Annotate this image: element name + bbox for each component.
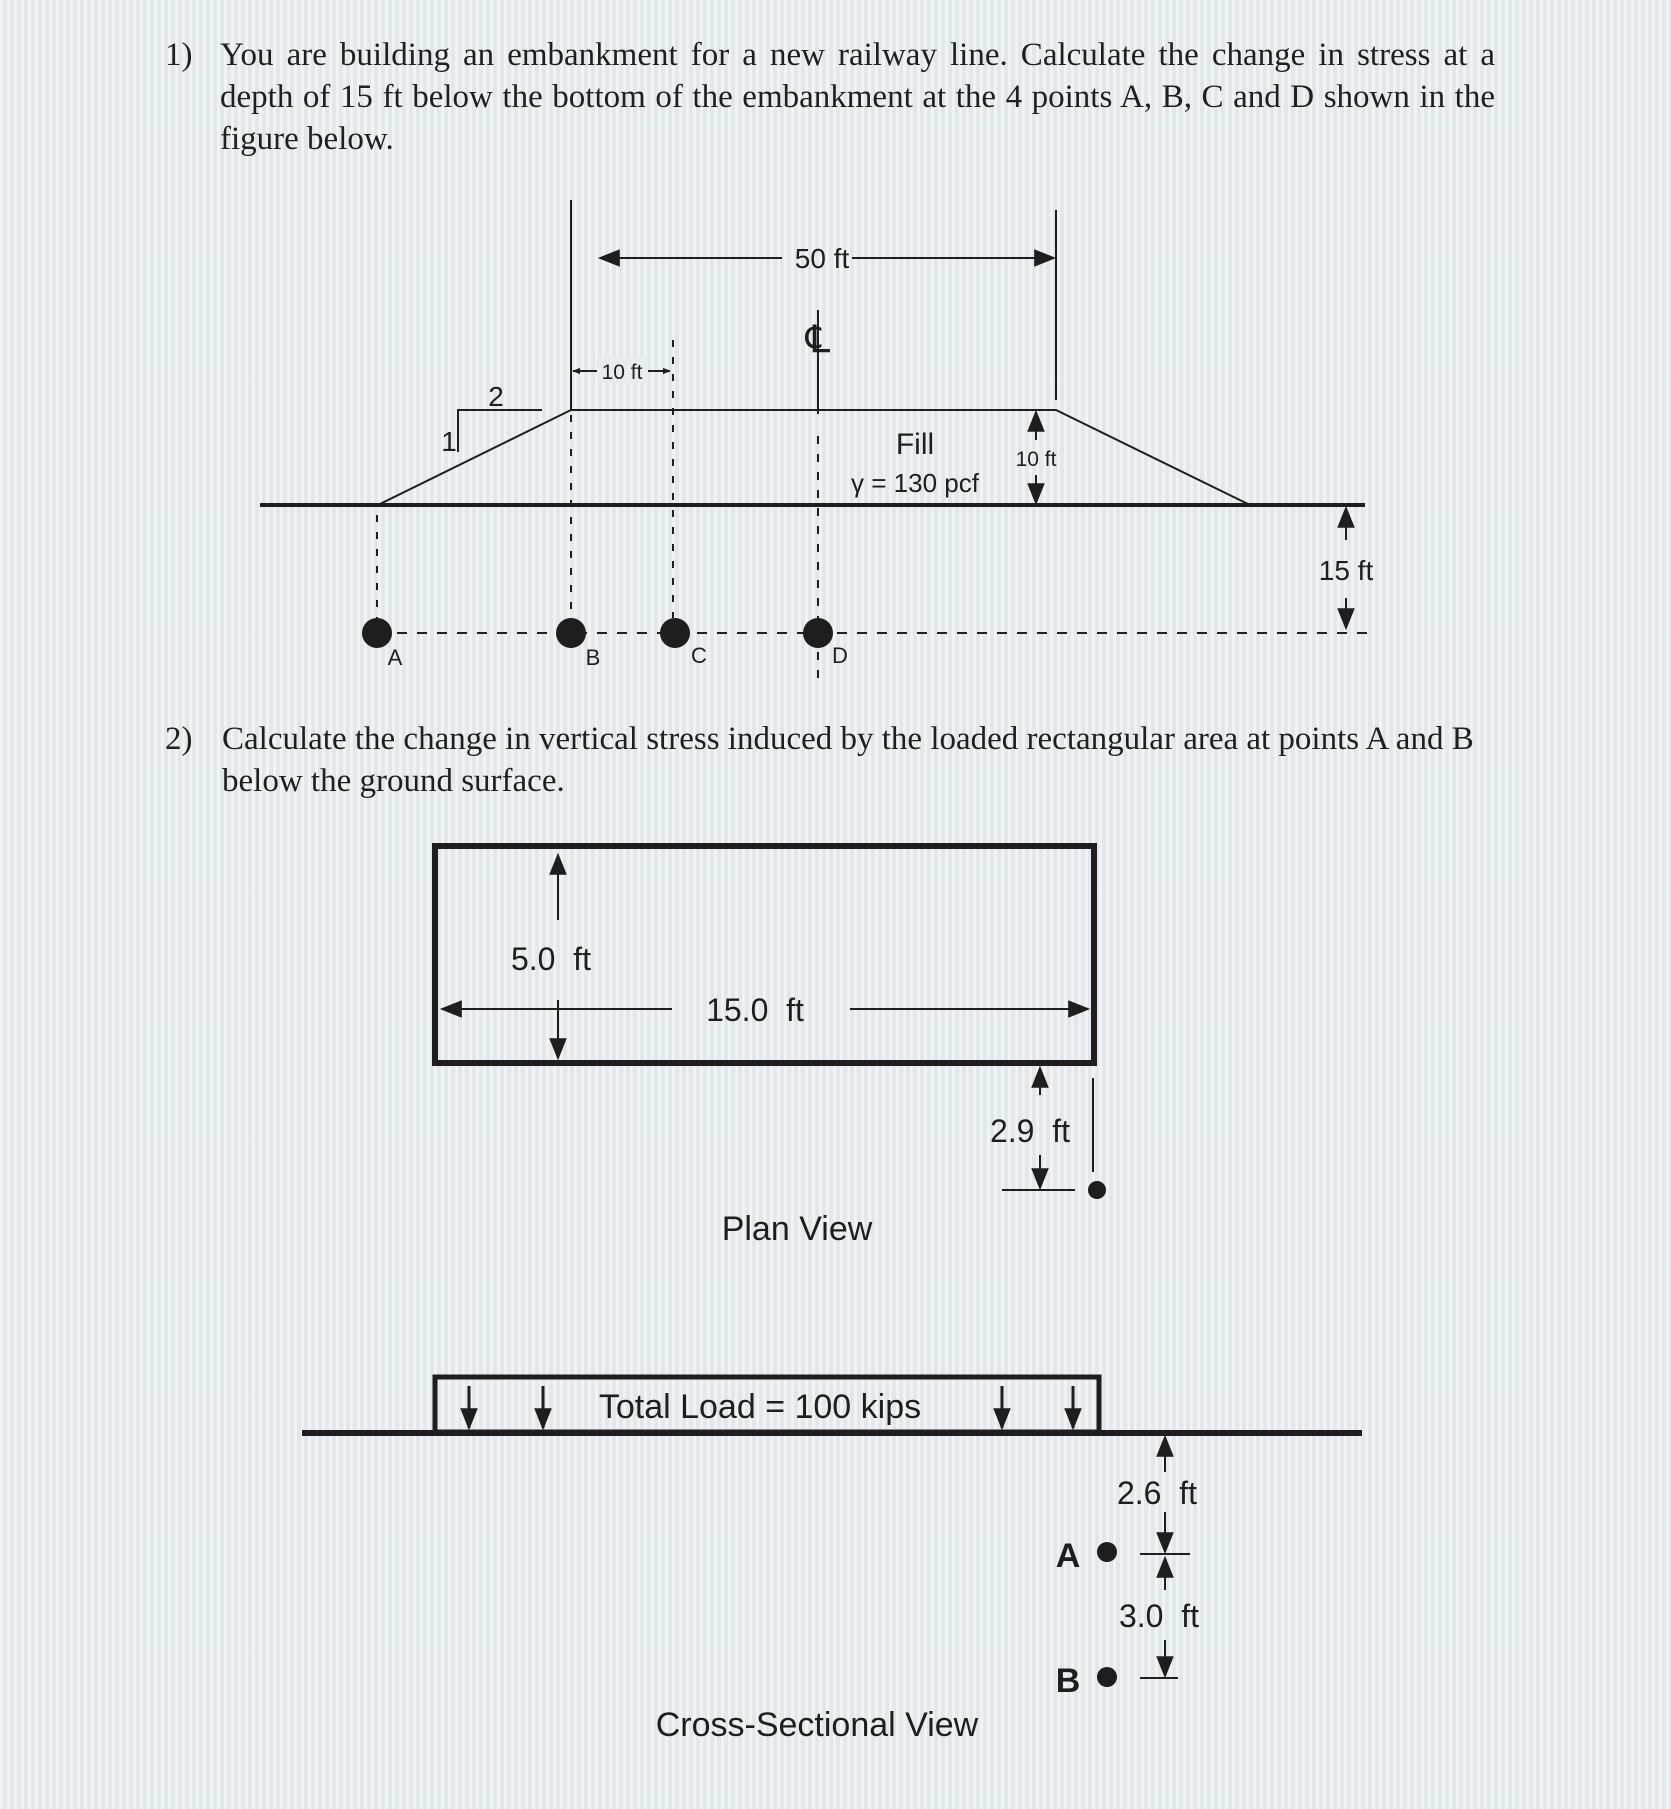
- section-point-a: [1097, 1542, 1117, 1562]
- problem-1-number: 1): [165, 37, 193, 73]
- point-a: [362, 618, 392, 648]
- section-point-b: [1097, 1667, 1117, 1687]
- slope-rise: 1: [441, 426, 457, 457]
- depth-a-label: 2.6 ft: [1116, 1475, 1198, 1511]
- section-point-a-label: A: [1055, 1537, 1081, 1575]
- problem-1-text: You are building an embankment for a new railway line. Calculate the change in stress at a depth of 15 ft below the bottom of the embankment at the 4 points A, B, C and D shown in the figure below.: [220, 37, 1495, 157]
- offset-label: 2.9 ft: [989, 1113, 1071, 1149]
- point-b-label: B: [585, 645, 601, 670]
- unit-weight-label: γ = 130 pcf: [851, 468, 979, 498]
- embankment-outline: [378, 410, 1250, 505]
- point-c-label: C: [691, 643, 707, 668]
- total-load-label: Total Load = 100 kips: [598, 1388, 922, 1426]
- centerline-symbol: ℄: [805, 319, 831, 361]
- problem-2-text: Calculate the change in vertical stress induced by the loaded rectangular area at points A and B below the ground surface.: [222, 721, 1474, 799]
- plan-view-title: Plan View: [721, 1210, 873, 1248]
- fill-label: Fill: [895, 428, 935, 461]
- dim-10-label: 10 ft: [601, 361, 643, 384]
- point-b: [556, 618, 586, 648]
- dim-50-label: 50 ft: [794, 243, 850, 274]
- point-c: [660, 618, 690, 648]
- point-d-label: D: [832, 643, 848, 668]
- section-point-b-label: B: [1055, 1662, 1081, 1700]
- cross-section-figure: [302, 1377, 1362, 1744]
- cross-section-title: Cross-Sectional View: [655, 1706, 979, 1744]
- embankment-figure: [260, 200, 1373, 680]
- plan-point: [1088, 1181, 1106, 1199]
- slope-run: 2: [488, 381, 504, 412]
- depth-b-label: 3.0 ft: [1118, 1598, 1200, 1634]
- point-d: [803, 618, 833, 648]
- width-label: 5.0 ft: [510, 941, 592, 977]
- plan-view-figure: [435, 846, 1106, 1248]
- height-label: 10 ft: [1015, 448, 1057, 471]
- depth-label: 15 ft: [1318, 555, 1374, 586]
- point-a-label: A: [387, 645, 403, 670]
- problem-2-number: 2): [165, 721, 193, 757]
- problem-2: [165, 718, 1495, 808]
- length-label: 15.0 ft: [706, 992, 804, 1028]
